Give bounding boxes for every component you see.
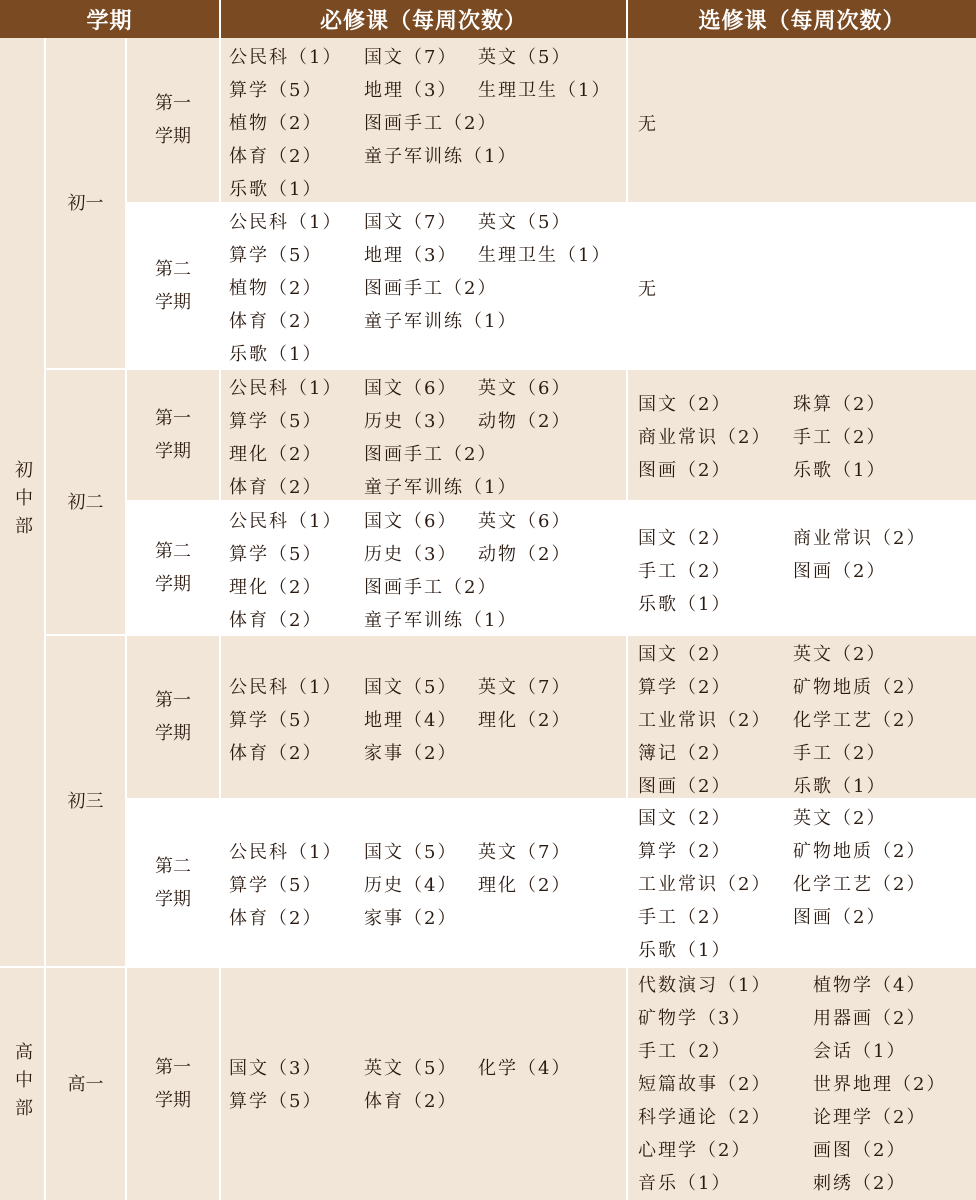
header-required: 必修课（每周次数） — [221, 0, 626, 38]
course-item: 公民科（1） — [229, 212, 343, 233]
course-item: 算学（5） — [229, 411, 323, 432]
course-item: 体育（2） — [229, 477, 323, 498]
course-item: 家事（2） — [364, 908, 458, 929]
course-item: 图画（2） — [793, 561, 887, 582]
course-item: 理化（2） — [229, 577, 323, 598]
course-item: 国文（3） — [229, 1058, 323, 1079]
term-label — [127, 502, 219, 634]
term-label — [127, 968, 219, 1200]
term-line: 学期 — [155, 126, 191, 147]
course-item: 图画（2） — [638, 460, 732, 481]
course-item: 国文（7） — [364, 212, 458, 233]
course-item: 体育（2） — [229, 146, 323, 167]
course-item: 图画手工（2） — [364, 444, 498, 465]
division-junior: 初中部 — [0, 38, 44, 966]
course-item: 论理学（2） — [813, 1107, 927, 1128]
course-item: 簿记（2） — [638, 743, 732, 764]
course-item: 矿物地质（2） — [793, 677, 927, 698]
course-item: 国文（2） — [638, 644, 732, 665]
course-item: 算学（2） — [638, 841, 732, 862]
course-item: 国文（2） — [638, 808, 732, 829]
course-item: 乐歌（1） — [638, 940, 732, 961]
course-item: 英文（5） — [478, 47, 572, 68]
course-item: 动物（2） — [478, 411, 572, 432]
grade-label: 高一 — [46, 968, 125, 1200]
course-item: 英文（5） — [364, 1058, 458, 1079]
course-item: 乐歌（1） — [793, 776, 887, 797]
course-item: 乐歌（1） — [229, 179, 323, 200]
course-item: 历史（4） — [364, 875, 458, 896]
term-line: 学期 — [155, 1090, 191, 1111]
course-item: 代数演习（1） — [638, 975, 772, 996]
course-item: 英文（6） — [478, 511, 572, 532]
course-item: 无 — [638, 279, 658, 300]
course-item: 历史（3） — [364, 411, 458, 432]
course-item: 手工（2） — [638, 907, 732, 928]
course-item: 手工（2） — [638, 561, 732, 582]
course-item: 地理（4） — [364, 710, 458, 731]
course-item: 国文（7） — [364, 47, 458, 68]
course-item: 童子军训练（1） — [364, 610, 518, 631]
course-item: 乐歌（1） — [638, 594, 732, 615]
term-line: 第二 — [155, 541, 191, 562]
course-item: 体育（2） — [229, 610, 323, 631]
grade-label: 初二 — [46, 370, 125, 634]
course-item: 世界地理（2） — [813, 1074, 947, 1095]
course-item: 公民科（1） — [229, 47, 343, 68]
grade-label: 初三 — [46, 636, 125, 966]
course-item: 体育（2） — [229, 908, 323, 929]
term-line: 第一 — [155, 690, 191, 711]
term-line: 第二 — [155, 259, 191, 280]
course-item: 刺绣（2） — [813, 1173, 907, 1194]
elective-cell — [628, 38, 976, 202]
course-item: 地理（3） — [364, 245, 458, 266]
course-item: 生理卫生（1） — [478, 245, 612, 266]
course-item: 家事（2） — [364, 743, 458, 764]
course-item: 算学（5） — [229, 875, 323, 896]
term-line: 第二 — [155, 856, 191, 877]
course-item: 历史（3） — [364, 544, 458, 565]
header-elective: 选修课（每周次数） — [628, 0, 976, 38]
course-item: 会话（1） — [813, 1041, 907, 1062]
course-item: 童子军训练（1） — [364, 477, 518, 498]
course-item: 英文（2） — [793, 808, 887, 829]
term-label — [127, 800, 219, 966]
term-line: 第一 — [155, 408, 191, 429]
course-item: 公民科（1） — [229, 677, 343, 698]
term-label — [127, 636, 219, 798]
course-item: 理化（2） — [229, 444, 323, 465]
course-item: 商业常识（2） — [793, 528, 927, 549]
course-item: 植物（2） — [229, 113, 323, 134]
course-item: 英文（6） — [478, 378, 572, 399]
course-item: 心理学（2） — [638, 1140, 752, 1161]
course-item: 算学（2） — [638, 677, 732, 698]
course-item: 公民科（1） — [229, 842, 343, 863]
course-item: 国文（2） — [638, 528, 732, 549]
elective-cell — [628, 204, 976, 368]
term-line: 学期 — [155, 292, 191, 313]
course-item: 童子军训练（1） — [364, 311, 518, 332]
course-item: 乐歌（1） — [229, 344, 323, 365]
course-item: 矿物地质（2） — [793, 841, 927, 862]
course-item: 体育（2） — [229, 743, 323, 764]
term-line: 第一 — [155, 93, 191, 114]
course-item: 英文（7） — [478, 677, 572, 698]
term-line: 学期 — [155, 723, 191, 744]
course-item: 用器画（2） — [813, 1008, 927, 1029]
term-label — [127, 204, 219, 368]
term-label — [127, 370, 219, 500]
course-item: 工业常识（2） — [638, 874, 772, 895]
course-item: 生理卫生（1） — [478, 80, 612, 101]
course-item: 图画（2） — [793, 907, 887, 928]
course-item: 短篇故事（2） — [638, 1074, 772, 1095]
course-item: 理化（2） — [478, 710, 572, 731]
course-item: 手工（2） — [793, 427, 887, 448]
course-item: 算学（5） — [229, 245, 323, 266]
grade-label: 初一 — [46, 38, 125, 368]
term-label — [127, 38, 219, 202]
course-item: 算学（5） — [229, 544, 323, 565]
course-item: 化学工艺（2） — [793, 710, 927, 731]
term-line: 第一 — [155, 1057, 191, 1078]
course-item: 国文（5） — [364, 842, 458, 863]
course-item: 算学（5） — [229, 1091, 323, 1112]
course-item: 公民科（1） — [229, 511, 343, 532]
course-item: 国文（5） — [364, 677, 458, 698]
required-cell — [221, 968, 626, 1200]
course-item: 理化（2） — [478, 875, 572, 896]
course-item: 英文（7） — [478, 842, 572, 863]
header-term: 学期 — [0, 0, 219, 38]
term-line: 学期 — [155, 889, 191, 910]
course-item: 国文（2） — [638, 394, 732, 415]
course-item: 公民科（1） — [229, 378, 343, 399]
course-item: 国文（6） — [364, 378, 458, 399]
course-item: 矿物学（3） — [638, 1008, 752, 1029]
course-item: 英文（2） — [793, 644, 887, 665]
course-item: 图画手工（2） — [364, 577, 498, 598]
course-item: 国文（6） — [364, 511, 458, 532]
term-line: 学期 — [155, 574, 191, 595]
course-item: 算学（5） — [229, 80, 323, 101]
course-item: 无 — [638, 114, 658, 135]
course-item: 手工（2） — [638, 1041, 732, 1062]
course-item: 图画手工（2） — [364, 113, 498, 134]
course-item: 商业常识（2） — [638, 427, 772, 448]
course-item: 图画手工（2） — [364, 278, 498, 299]
course-item: 手工（2） — [793, 743, 887, 764]
course-item: 植物（2） — [229, 278, 323, 299]
course-item: 体育（2） — [364, 1091, 458, 1112]
course-item: 音乐（1） — [638, 1173, 732, 1194]
course-item: 动物（2） — [478, 544, 572, 565]
course-item: 植物学（4） — [813, 975, 927, 996]
division-senior: 高中部 — [0, 968, 44, 1200]
course-item: 画图（2） — [813, 1140, 907, 1161]
course-item: 化学工艺（2） — [793, 874, 927, 895]
course-item: 图画（2） — [638, 776, 732, 797]
course-item: 化学（4） — [478, 1058, 572, 1079]
course-item: 工业常识（2） — [638, 710, 772, 731]
course-item: 童子军训练（1） — [364, 146, 518, 167]
course-item: 体育（2） — [229, 311, 323, 332]
course-item: 乐歌（1） — [793, 460, 887, 481]
course-item: 地理（3） — [364, 80, 458, 101]
course-item: 算学（5） — [229, 710, 323, 731]
course-item: 英文（5） — [478, 212, 572, 233]
course-item: 科学通论（2） — [638, 1107, 772, 1128]
term-line: 学期 — [155, 441, 191, 462]
course-item: 珠算（2） — [793, 394, 887, 415]
